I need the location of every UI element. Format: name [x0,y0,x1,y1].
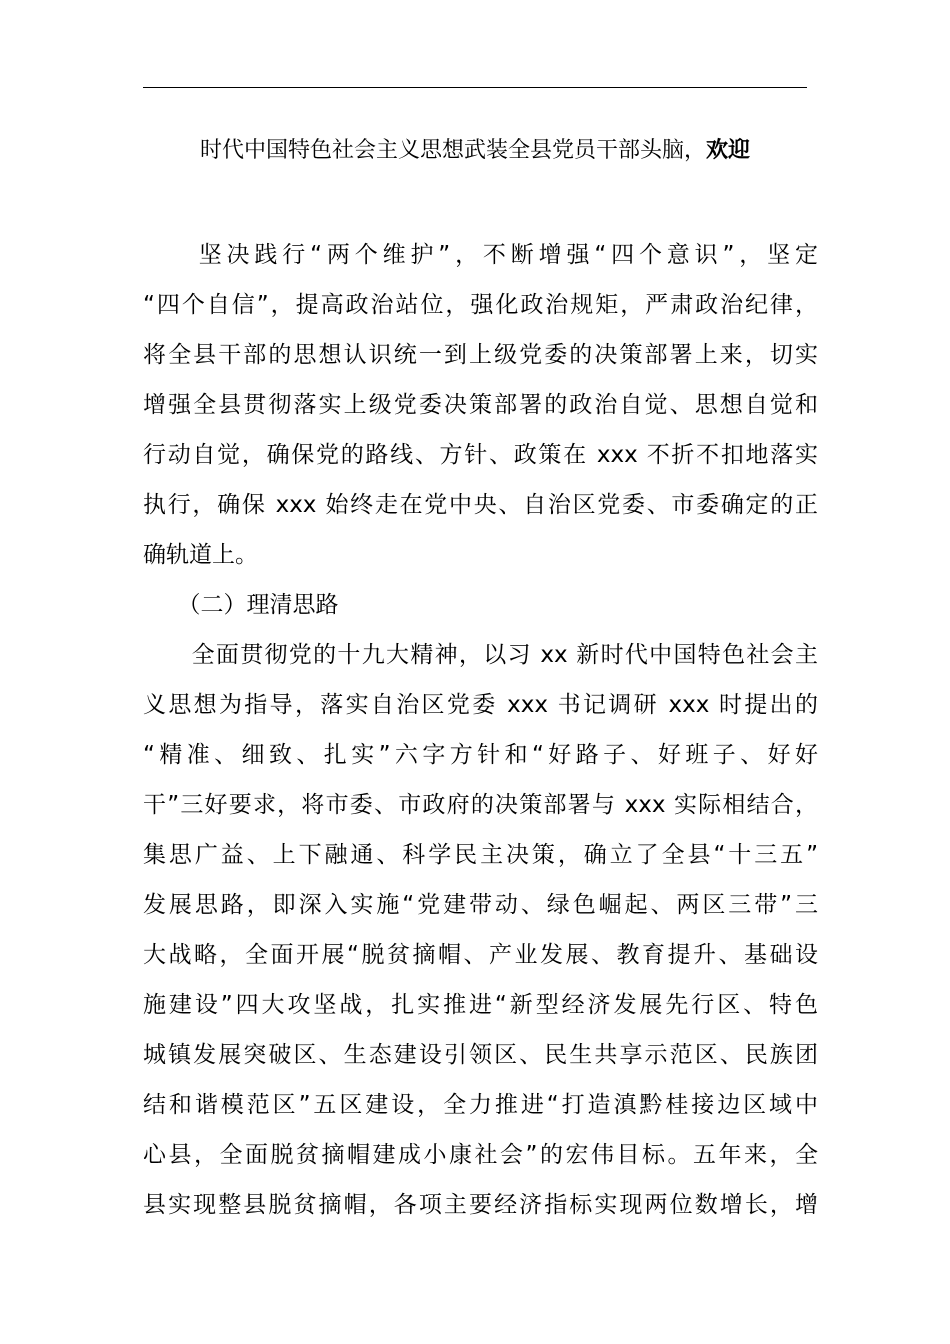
text-line: 增强全县贯彻落实上级党委决策部署的政治自觉、思想自觉和 [143,392,818,418]
text-line: 施建设”四大攻坚战，扎实推进“新型经济发展先行区、特色 [143,992,818,1018]
header-text-regular: 时代中国特色社会主义思想武装全县党员干部头脑， [199,138,706,163]
text-line: 执行，确保 xxx 始终走在党中央、自治区党委、市委确定的正 [143,492,818,518]
header-text-bold: 欢迎 [706,138,751,163]
text-line: 发展思路，即深入实施“党建带动、绿色崛起、两区三带”三 [143,892,818,918]
body-text [143,230,818,1230]
section-heading: （二）理清思路 [143,592,339,618]
text-line: 行动自觉，确保党的路线、方针、政策在 xxx 不折不扣地落实 [143,442,818,468]
text-line: 县实现整县脱贫摘帽，各项主要经济指标实现两位数增长，增 [143,1192,818,1218]
text-line: 干”三好要求，将市委、市政府的决策部署与 xxx 实际相结合， [143,792,818,818]
text-line: “精准、细致、扎实”六字方针和“好路子、好班子、好好 [143,742,818,768]
header-divider [143,87,807,88]
text-line: 将全县干部的思想认识统一到上级党委的决策部署上来，切实 [143,342,818,368]
text-line: 集思广益、上下融通、科学民主决策，确立了全县“十三五” [143,842,818,868]
running-header [143,135,807,167]
text-line: 结和谐模范区”五区建设，全力推进“打造滇黔桂接边区域中 [143,1092,818,1118]
text-line: 确轨道上。 [143,542,258,568]
text-line: 大战略，全面开展“脱贫摘帽、产业发展、教育提升、基础设 [143,942,818,968]
text-line: 心县，全面脱贫摘帽建成小康社会”的宏伟目标。五年来，全 [143,1142,818,1168]
text-line: “四个自信”，提高政治站位，强化政治规矩，严肃政治纪律， [143,292,818,318]
text-line: 义思想为指导，落实自治区党委 xxx 书记调研 xxx 时提出的 [143,692,818,718]
text-line: 全面贯彻党的十九大精神，以习 xx 新时代中国特色社会主 [143,642,818,668]
text-line: 坚决践行“两个维护”，不断增强“四个意识”，坚定 [143,242,818,268]
text-line: 城镇发展突破区、生态建设引领区、民生共享示范区、民族团 [143,1042,818,1068]
